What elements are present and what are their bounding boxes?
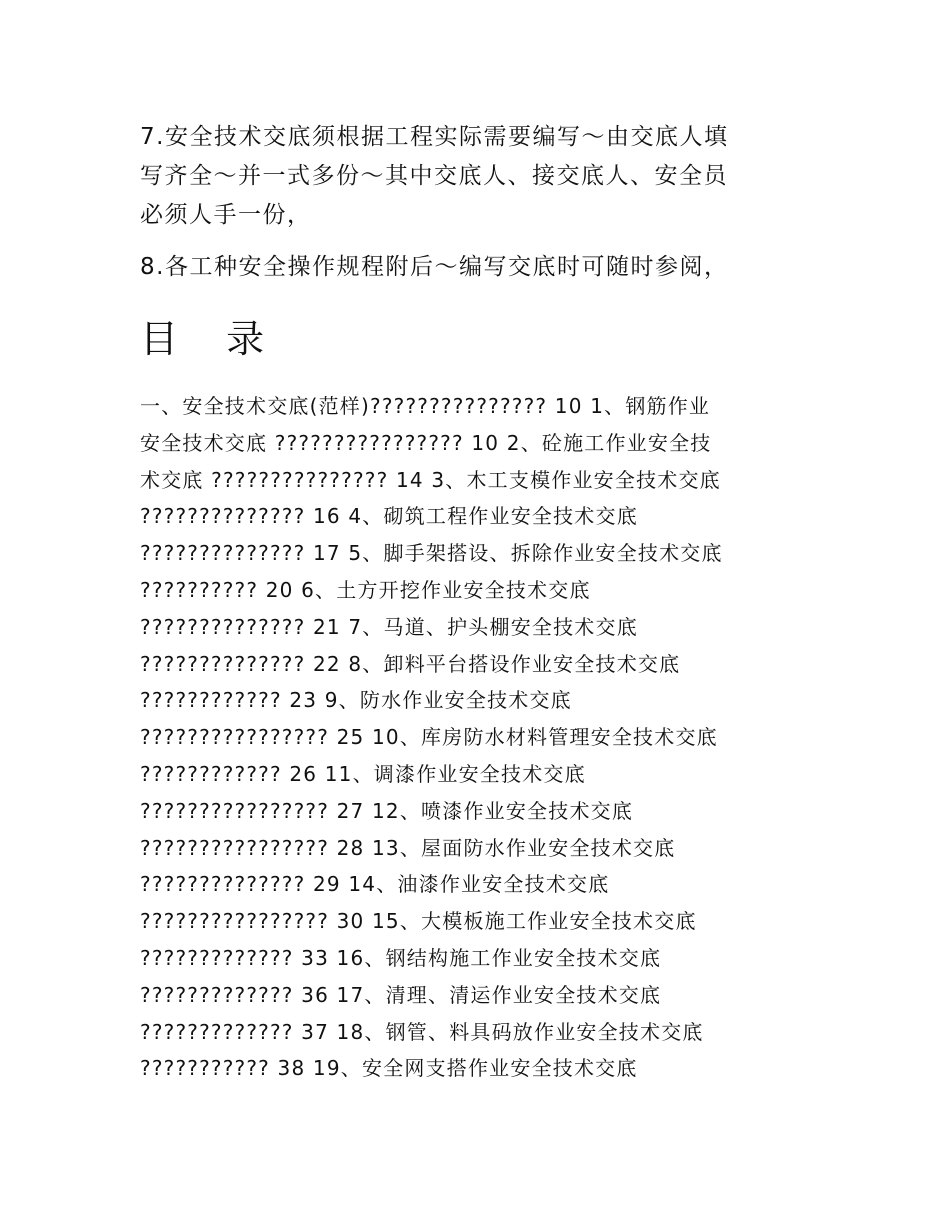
paragraph-item-8: 8.各工种安全操作规程附后～编写交底时可随时参阅， (140, 254, 729, 280)
document-page (140, 118, 830, 1087)
toc-heading: 目 录 (140, 317, 283, 361)
toc-body: 一、安全技术交底(范样)??????????????? 10 1、钢筋作业 安全技术交底 ???????????????? 10 2、砼施工作业安全技 术交底 ??????????????? 14 3、木工支模作业安全技术交底 ?????????????? 16 4、砌筑工程作业安全技术交底 ?????????????? 17 5、脚手架搭设、拆除作业安全技术交底 ?????????? 20 6、土方开挖作业安全技术交底 ?????????????? 21 7、马道、护头棚安全技术交底 ?????????????? 22 8、卸料平台搭设作业安全技术交底 ???????????? 23 9、防水作业安全技术交底 ???????????????? 25 10、库房防水材料管理安全技术交底 ???????????? 26 11、调漆作业安全技术交底 ???????????????? 27 12、喷漆作业安全技术交底 ???????????????? 28 13、屋面防水作业安全技术交底 ?????????????? 29 14、油漆作业安全技术交底 ???????????????? 30 15、大模板施工作业安全技术交底 ????????????? 33 16、钢结构施工作业安全技术交底 ????????????? 36 17、清理、清运作业安全技术交底 ????????????? 37 18、钢管、料具码放作业安全技术交底 ??????????? 38 19、安全网支搭作业安全技术交底 (140, 394, 723, 1081)
paragraph-item-7: 7.安全技术交底须根据工程实际需要编写～由交底人填 写齐全～并一式多份～其中交底人、接交底人、安全员 必须人手一份， (140, 124, 729, 228)
